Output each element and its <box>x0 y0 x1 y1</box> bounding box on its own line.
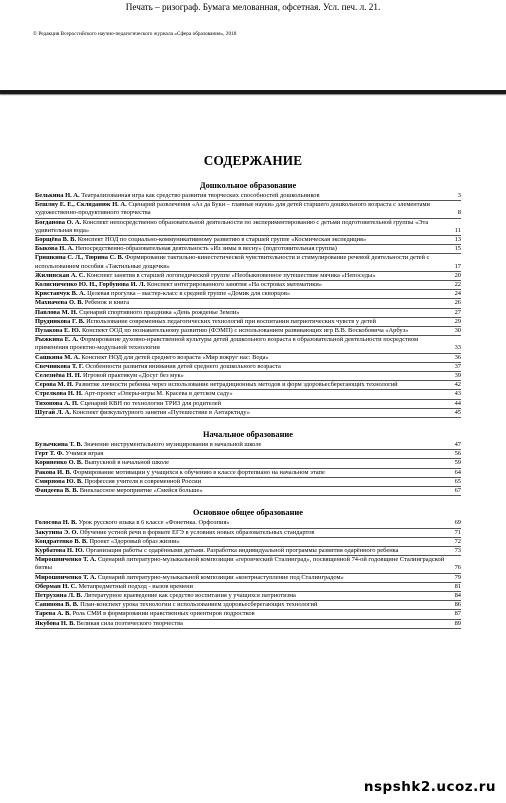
entry-page-number: 8 <box>457 209 461 217</box>
toc-entry <box>35 519 461 528</box>
entry-title: Урок русского языка в 6 классе «Фонетика. Орфоэпия» <box>78 519 230 527</box>
entry-page-number: 42 <box>454 381 461 389</box>
entry-author: Ракова И. В. <box>35 468 72 476</box>
toc-entry <box>35 478 461 487</box>
entry-title: Непосредственно-образовательная деятельность «Из зимы в весну» (подготовительная группа) <box>75 245 337 253</box>
entry-text-block <box>35 354 453 362</box>
entry-page-number: 43 <box>454 390 461 398</box>
entry-title: Конспект интегрированного занятия «На островах математики» <box>146 281 323 289</box>
entry-author: Богданова О. А. <box>35 218 82 226</box>
entry-title: Внеклассное мероприятие «Смейся больше» <box>79 487 203 495</box>
entry-author: Якубова Н. В. <box>35 619 76 627</box>
entry-text-block <box>35 441 453 449</box>
toc-entry <box>35 281 461 290</box>
entry-author: Голосова Н. В. <box>35 519 77 527</box>
copyright-notice: © Редакция Всероссийского научно-педагогического журнала «Сфера образования», 2018 <box>33 31 237 37</box>
entry-text-block <box>35 529 453 537</box>
entry-author: Колисниченко Ю. Н., Горбунова И. Л. <box>35 281 146 289</box>
toc-entry <box>35 409 461 418</box>
entry-title: Развитие личности ребенка через использование нетрадиционных методов и форм здоровьесберегающих технологий <box>75 381 398 389</box>
entry-author: Свечникова Т. Г. <box>35 362 84 370</box>
entry-page-number: 39 <box>454 372 461 380</box>
entry-text-block <box>35 372 453 380</box>
entry-title: Выпускной в начальной школе <box>84 459 169 467</box>
toc-entry <box>35 469 461 478</box>
entry-title: Конспект НОД по социально-коммуникативному развитию в старшей группе «Космическая экспедиция» <box>77 236 367 244</box>
entry-title: Формирование духовно-нравственной культуры детей дошкольного возраста в образовательной деятельности посредством применения проектно-модульной технологии <box>35 336 419 352</box>
entry-author: Бузычкина Т. В. <box>35 441 83 449</box>
entry-page-number: 84 <box>454 591 461 599</box>
entry-author: Фандеева В. В. <box>35 487 79 495</box>
entry-author: Серова М. Н. <box>35 381 74 389</box>
entry-page-number: 76 <box>454 564 461 572</box>
entry-title: Сценарий литературно-музыкальной композиции «контрнаступление под Сталинградом» <box>97 573 344 581</box>
entry-text-block <box>35 469 453 477</box>
entry-author: Белькина Н. А. <box>35 192 80 199</box>
toc-entry <box>35 290 461 299</box>
entry-page-number: 59 <box>454 459 461 467</box>
entry-text-block <box>35 478 453 486</box>
entry-page-number: 89 <box>454 619 461 627</box>
toc-entry <box>35 327 461 336</box>
entry-author: Мирошниченко Т. А. <box>35 556 97 564</box>
entry-author: Герт Т. Ф. <box>35 450 64 458</box>
toc-entry <box>35 487 461 496</box>
entry-text-block <box>35 327 453 335</box>
print-info-line: Печать – ризограф. Бумага мелованная, офсетная. Усл. печ. л. 21. <box>125 2 381 12</box>
entry-title: Ребенок и книга <box>84 299 130 307</box>
toc-entry <box>35 547 461 556</box>
entry-title: Сценарий развлечения «Аз да Буки – главные науки» для детей старшего дошкольного возраста с элементами художественно-продуктивного творчества <box>35 201 430 217</box>
entry-text-block <box>35 318 453 326</box>
entry-text-block <box>35 236 453 244</box>
entry-author: Оберман Н. С. <box>35 582 77 590</box>
entry-page-number: 86 <box>454 601 461 609</box>
entry-author: Рыжкина Е. А. <box>35 336 79 344</box>
entry-author: Махначева О. В. <box>35 299 84 307</box>
entry-page-number: 29 <box>454 317 461 325</box>
toc-entry <box>35 372 461 381</box>
entry-page-number: 13 <box>454 236 461 244</box>
entry-author: Петрухина Л. В. <box>35 591 83 599</box>
entry-text-block <box>35 459 453 467</box>
entry-text-block <box>35 299 453 307</box>
entry-author: Жилинская А. С. <box>35 271 86 279</box>
entry-text-block <box>35 583 453 591</box>
toc-entry <box>35 538 461 547</box>
entry-text-block <box>35 254 453 270</box>
entry-author: Прудникова Г. В. <box>35 317 85 325</box>
entry-text-block <box>35 574 453 582</box>
entry-text-block <box>35 363 453 371</box>
entry-page-number: 72 <box>454 537 461 545</box>
entry-title: Особенности развития внимания детей среднего дошкольного возраста <box>85 362 281 370</box>
entry-page-number: 22 <box>454 281 461 289</box>
toc-entry <box>35 354 461 363</box>
entry-page-number: 44 <box>454 399 461 407</box>
toc-entry <box>35 459 461 468</box>
entry-author: Сашкина М. А. <box>35 353 80 361</box>
entry-author: Борщёва В. В. <box>35 236 77 244</box>
entry-author: Тихонова А. П. <box>35 399 79 407</box>
entry-text-block <box>35 245 453 253</box>
toc-entry <box>35 529 461 538</box>
entry-page-number: 30 <box>454 327 461 335</box>
entry-text-block <box>35 538 453 546</box>
toc-entry <box>35 336 461 353</box>
entry-page-number: 45 <box>454 408 461 416</box>
entry-title: Сценарий спортивного праздника «День рожденье Земли» <box>79 308 240 316</box>
entry-page-number: 33 <box>454 344 461 352</box>
entry-text-block <box>35 556 453 572</box>
toc-entry <box>35 400 461 409</box>
entry-text-block <box>35 409 453 417</box>
section-heading: Основное общее образование <box>193 508 303 518</box>
entry-page-number: 65 <box>454 477 461 485</box>
entry-page-number: 81 <box>454 582 461 590</box>
entry-author: Стрелкова Н. Н. <box>35 390 83 398</box>
entry-page-number: 17 <box>454 262 461 270</box>
toc-entry <box>35 450 461 459</box>
entry-title: Обучение устной речи в формате ЕГЭ в условиях новых образовательных стандартов <box>79 528 315 536</box>
entry-title: Театрализованная игра как средство развития творческих способностей дошкольников <box>81 192 320 199</box>
entry-title: Проект «Здоровый образ жизни» <box>89 537 180 545</box>
entry-author: Савинова В. В. <box>35 601 79 609</box>
entry-title: Конспект физкультурного занятия «Путешествие в Антарктиду» <box>72 408 250 416</box>
entry-author: Закутина Э. О. <box>35 528 79 536</box>
toc-entry <box>35 254 461 271</box>
entry-text-block <box>35 290 453 298</box>
entry-title: Конспект непосредственно образовательной деятельности по экспериментированию с детьми подготовительной группы «Эта удивительная вода» <box>35 218 429 234</box>
entry-author: Криставчук В. А. <box>35 290 86 298</box>
toc-title: СОДЕРЖАНИЕ <box>203 153 303 168</box>
toc-entry <box>35 390 461 399</box>
entry-page-number: 64 <box>454 468 461 476</box>
entry-text-block <box>35 400 453 408</box>
entry-title: Профессия учителя в современной России <box>84 477 202 485</box>
entry-text-block <box>35 309 453 317</box>
section-heading: Дошкольное образование <box>199 181 297 190</box>
entry-text-block <box>35 381 453 389</box>
entry-title: Игровой практикум «Досуг без мук» <box>82 372 184 380</box>
entry-page-number: 73 <box>454 546 461 554</box>
entry-title: Конспект НОД для детей среднего возраста «Мир вокруг нас: Вода» <box>81 353 269 361</box>
toc-entry <box>35 309 461 318</box>
entry-author: Кондратенко В. В. <box>35 537 88 545</box>
entry-text-block <box>35 610 453 618</box>
entry-title: Целевая прогулка – мастер-класс в средней группе «Домик для скворцов» <box>87 290 291 298</box>
toc-entry <box>35 556 461 573</box>
toc-entry <box>35 236 461 245</box>
entry-text-block <box>35 201 453 217</box>
entry-text-block <box>35 519 453 527</box>
section-heading: Начальное образование <box>203 430 293 440</box>
entry-page-number: 36 <box>454 353 461 361</box>
entry-title: Организация работы с одарёнными детьми. Разработка индивидуальной программы развития одарённого ребенка <box>85 546 399 554</box>
toc-entry <box>35 381 461 390</box>
toc-entry <box>35 318 461 327</box>
entry-page-number: 71 <box>454 528 461 536</box>
entry-author: Селезнёва Н. Н. <box>35 372 82 380</box>
entry-text-block <box>35 547 453 555</box>
entry-text-block <box>35 620 453 628</box>
entry-page-number: 3 <box>457 192 461 199</box>
entry-page-number: 79 <box>454 573 461 581</box>
entry-title: Конспект ООД по познавательному развитию (ФЭМП) с использованием развивающих игр В.В. Воскобовича «Арбуз» <box>82 327 409 335</box>
toc-entry <box>35 245 461 254</box>
entry-title: Сценарий КВН по технологии ТРИЗ для родителей <box>80 399 222 407</box>
entry-text-block <box>35 487 453 495</box>
entry-author: Смирнова Ю. В. <box>35 477 83 485</box>
entry-page-number: 20 <box>454 271 461 279</box>
entry-title: Литературное краеведение как средство воспитания у учащихся патриотизма <box>83 591 296 599</box>
entry-title: План-конспект урока технологии с использованием здоровьесберегающих технологий <box>80 601 318 609</box>
toc-entry <box>35 620 461 629</box>
entry-text-block <box>35 601 453 609</box>
entry-text-block <box>35 592 453 600</box>
entry-title: Великая сила поэтического творчества <box>76 619 183 627</box>
entry-text-block <box>35 192 453 200</box>
site-watermark: nspshk2.ucoz.ru <box>363 779 496 795</box>
table-of-contents <box>35 180 461 629</box>
entry-text-block <box>35 450 453 458</box>
toc-entry <box>35 219 461 236</box>
entry-title: Роль СМИ в формировании нравственных ориентиров подростков <box>72 610 255 618</box>
toc-entry <box>35 299 461 308</box>
entry-page-number: 56 <box>454 450 461 458</box>
entry-page-number: 37 <box>454 362 461 370</box>
entry-page-number: 24 <box>454 290 461 298</box>
entry-title: Конспект занятия в старшей логопедической группе «Необыкновенное путешествие мячика «Непоседы» <box>86 271 376 279</box>
entry-author: Шугай Л. А. <box>35 408 72 416</box>
entry-author: Быкова Н. А. <box>35 245 74 253</box>
toc-entry <box>35 201 461 218</box>
entry-author: Павлова М. Н. <box>35 308 78 316</box>
entry-title: Формирование мотивации у учащихся к обучению в классе фортепиано на начальном этапе <box>72 468 325 476</box>
entry-author: Кориненко О. В. <box>35 459 83 467</box>
toc-entry <box>35 272 461 281</box>
entry-title: Метапредметный подход - вызов времени <box>78 582 193 590</box>
entry-author: Пузакова Е. Ю. <box>35 327 81 335</box>
entry-author: Гришкина С. Л., Тюрина С. В. <box>35 254 124 262</box>
toc-entry <box>35 363 461 372</box>
entry-page-number: 26 <box>454 299 461 307</box>
entry-title: Арт-проект «Оперы-игры М. Красева в детском саду» <box>84 390 233 398</box>
entry-page-number: 87 <box>454 610 461 618</box>
toc-entry <box>35 192 461 201</box>
page-divider <box>0 90 506 94</box>
entry-title: Использование современных педагогических технологий при воспитании патриотических чувств у детей <box>86 317 376 325</box>
entry-author: Бешлиу Е. Е., Скляданюк Н. А. <box>35 201 127 209</box>
toc-entry <box>35 441 461 450</box>
entry-author: Курбатова Н. Ю. <box>35 546 85 554</box>
entry-page-number: 11 <box>454 226 461 234</box>
entry-page-number: 47 <box>454 441 461 449</box>
entry-text-block <box>35 219 453 235</box>
entry-page-number: 27 <box>454 308 461 316</box>
toc-entry <box>35 583 461 592</box>
entry-text-block <box>35 390 453 398</box>
entry-page-number: 67 <box>454 487 461 495</box>
entry-text-block <box>35 336 453 352</box>
entry-page-number: 69 <box>454 519 461 527</box>
entry-author: Мирошниченко Т. А. <box>35 573 97 581</box>
entry-title: Учимся играя <box>65 450 104 458</box>
entry-title: Формирование тактильно-кинестетической чувствительности и стимулирование речевой деятельности детей с использованием пособия «Тактильные дощечки» <box>35 254 430 270</box>
toc-entry <box>35 601 461 610</box>
toc-entry <box>35 592 461 601</box>
entry-title: Значение инструментального музицирования в начальной школе <box>83 441 262 449</box>
entry-text-block <box>35 281 453 289</box>
toc-entry <box>35 574 461 583</box>
entry-text-block <box>35 272 453 280</box>
entry-page-number: 15 <box>454 245 461 253</box>
entry-title: Сценарий литературно-музыкальной композиции «героический Сталинград», посвященной 74-ой годовщине Сталинградской битвы <box>35 556 445 572</box>
toc-entry <box>35 610 461 619</box>
entry-author: Тарева А. В. <box>35 610 71 618</box>
